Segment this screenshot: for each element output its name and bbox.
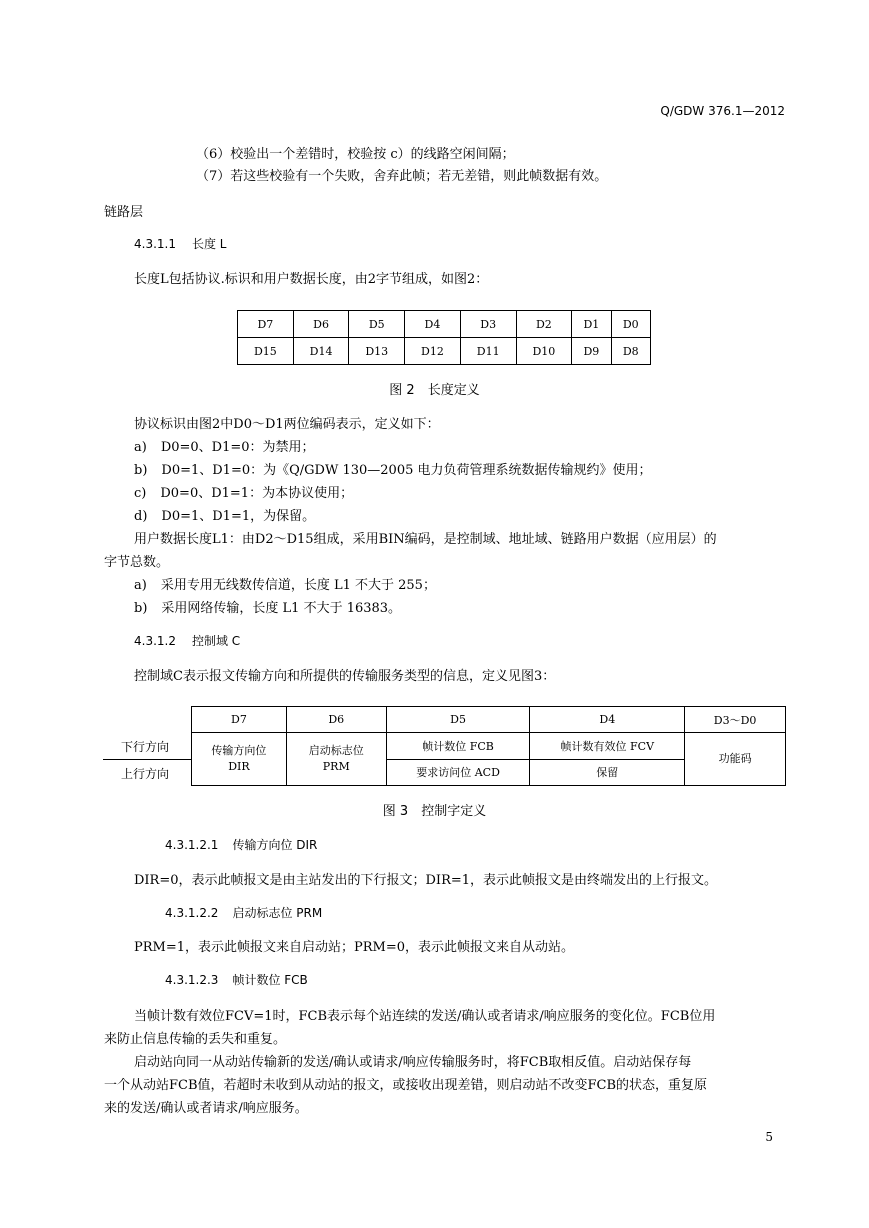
page-number: 5 bbox=[765, 1130, 773, 1144]
heading-4312 bbox=[134, 632, 240, 649]
length-definition-table bbox=[237, 310, 651, 365]
user-length-line-1: 用户数据长度L1：由D2～D15组成，采用BIN编码，是控制域、地址域、链路用户数据（应用层）的 bbox=[134, 532, 717, 547]
table-row bbox=[192, 733, 786, 760]
bit-cell: D5 bbox=[349, 311, 405, 338]
item-label: a) bbox=[134, 578, 147, 593]
table-row bbox=[238, 311, 651, 338]
heading-title: 传输方向位 DIR bbox=[232, 838, 318, 852]
bit-cell: D1 bbox=[572, 311, 611, 338]
bit-cell: D15 bbox=[238, 338, 294, 365]
heading-title: 帧计数位 FCB bbox=[232, 973, 308, 987]
item-label: b) bbox=[134, 463, 148, 478]
bit-cell: D12 bbox=[405, 338, 461, 365]
heading-43121 bbox=[165, 836, 317, 853]
protocol-item-d bbox=[134, 505, 315, 524]
figure-2-caption: 图 2 长度定义 bbox=[389, 383, 480, 398]
bit-cell: D8 bbox=[611, 338, 650, 365]
fcv-cell: 帧计数有效位 FCV bbox=[530, 733, 685, 760]
item-text: 采用网络传输，长度 L1 不大于 16383。 bbox=[161, 601, 402, 616]
bit-cell: D11 bbox=[460, 338, 516, 365]
item-text: D0=1、D1=0：为《Q/GDW 130—2005 电力负荷管理系统数据传输规约》使用； bbox=[161, 463, 652, 478]
heading-number: 4.3.1.2.2 bbox=[165, 906, 219, 920]
protocol-item-c bbox=[134, 482, 353, 501]
item-label: b) bbox=[134, 601, 148, 616]
bit-cell: D9 bbox=[572, 338, 611, 365]
header-cell: D5 bbox=[386, 707, 530, 733]
header-cell: D7 bbox=[192, 707, 287, 733]
reserved-cell: 保留 bbox=[530, 759, 685, 786]
table-row bbox=[192, 707, 786, 733]
heading-4311 bbox=[134, 235, 227, 252]
fcb-paragraph-2-line-3: 来的发送/确认或者请求/响应服务。 bbox=[104, 1101, 308, 1116]
fcb-paragraph-2-line-2: 一个从动站FCB值，若超时未收到从动站的报文，或接收出现差错，则启动站不改变FCB的状态，重复原 bbox=[104, 1078, 708, 1093]
bit-cell: D7 bbox=[238, 311, 294, 338]
item-text: 采用专用无线数传信道，长度 L1 不大于 255； bbox=[160, 578, 436, 593]
fcb-paragraph-1-line-1: 当帧计数有效位FCV=1时，FCB表示每个站连续的发送/确认或者请求/响应服务的变化位。FCB位用 bbox=[134, 1009, 716, 1024]
check-item-6: （6）校验出一个差错时，校验按 c）的线路空闲间隔； bbox=[196, 147, 515, 162]
heading-number: 4.3.1.2.3 bbox=[165, 973, 219, 987]
dir-cell bbox=[192, 733, 287, 786]
control-word-table bbox=[191, 706, 786, 786]
downlink-label: 下行方向 bbox=[121, 740, 170, 754]
bit-cell: D10 bbox=[516, 338, 572, 365]
item-label: c) bbox=[134, 486, 147, 501]
dir-abbr: DIR bbox=[228, 760, 250, 773]
heading-number: 4.3.1.1 bbox=[134, 237, 176, 251]
uplink-label: 上行方向 bbox=[121, 767, 170, 781]
item-label: d) bbox=[134, 509, 148, 524]
heading-title: 启动标志位 PRM bbox=[232, 906, 323, 920]
heading-title: 长度 L bbox=[191, 237, 227, 251]
prm-label: 启动标志位 bbox=[308, 744, 364, 757]
bit-cell: D14 bbox=[293, 338, 349, 365]
heading-number: 4.3.1.2 bbox=[134, 634, 176, 648]
bit-cell: D3 bbox=[460, 311, 516, 338]
section-title: 链路层 bbox=[104, 205, 144, 220]
table-row bbox=[238, 338, 651, 365]
fcb-paragraph-2-line-1: 启动站向同一从动站传输新的发送/确认或请求/响应传输服务时，将FCB取相反值。启动站保存每 bbox=[134, 1055, 692, 1070]
protocol-intro: 协议标识由图2中D0～D1两位编码表示，定义如下： bbox=[134, 417, 440, 432]
protocol-item-a bbox=[134, 436, 315, 455]
bit-cell: D13 bbox=[349, 338, 405, 365]
function-code-cell: 功能码 bbox=[685, 733, 786, 786]
prm-abbr: PRM bbox=[322, 760, 350, 773]
bit-cell: D6 bbox=[293, 311, 349, 338]
direction-divider bbox=[103, 759, 191, 760]
header-cell: D3～D0 bbox=[685, 707, 786, 733]
length-intro: 长度L包括协议.标识和用户数据长度，由2字节组成，如图2： bbox=[134, 272, 489, 287]
bit-cell: D2 bbox=[516, 311, 572, 338]
fcb-cell: 帧计数位 FCB bbox=[386, 733, 530, 760]
user-length-item-b bbox=[134, 597, 401, 616]
item-text: D0=0、D1=1：为本协议使用； bbox=[160, 486, 354, 501]
prm-cell bbox=[286, 733, 386, 786]
heading-title: 控制域 C bbox=[191, 634, 241, 648]
protocol-item-b bbox=[134, 459, 652, 478]
figure-3-caption: 图 3 控制字定义 bbox=[382, 804, 487, 819]
heading-number: 4.3.1.2.1 bbox=[165, 838, 219, 852]
bit-cell: D4 bbox=[405, 311, 461, 338]
item-text: D0=1、D1=1，为保留。 bbox=[161, 509, 316, 524]
item-label: a) bbox=[134, 440, 147, 455]
check-item-7: （7）若这些校验有一个失败，舍弃此帧；若无差错，则此帧数据有效。 bbox=[196, 169, 608, 184]
acd-cell: 要求访问位 ACD bbox=[386, 759, 530, 786]
item-text: D0=0、D1=0：为禁用； bbox=[160, 440, 315, 455]
heading-43123 bbox=[165, 971, 308, 988]
document-code: Q/GDW 376.1—2012 bbox=[660, 104, 785, 118]
header-cell: D6 bbox=[286, 707, 386, 733]
dir-description: DIR=0，表示此帧报文是由主站发出的下行报文；DIR=1，表示此帧报文是由终端发出的上行报文。 bbox=[134, 873, 718, 888]
header-cell: D4 bbox=[530, 707, 685, 733]
control-intro: 控制域C表示报文传输方向和所提供的传输服务类型的信息，定义见图3： bbox=[134, 669, 556, 684]
user-length-item-a bbox=[134, 574, 436, 593]
bit-cell: D0 bbox=[611, 311, 650, 338]
prm-description: PRM=1，表示此帧报文来自启动站；PRM=0，表示此帧报文来自从动站。 bbox=[134, 940, 575, 955]
heading-43122 bbox=[165, 904, 322, 921]
user-length-line-2: 字节总数。 bbox=[104, 555, 170, 570]
dir-label: 传输方向位 bbox=[211, 744, 267, 757]
fcb-paragraph-1-line-2: 来防止信息传输的丢失和重复。 bbox=[104, 1032, 287, 1047]
